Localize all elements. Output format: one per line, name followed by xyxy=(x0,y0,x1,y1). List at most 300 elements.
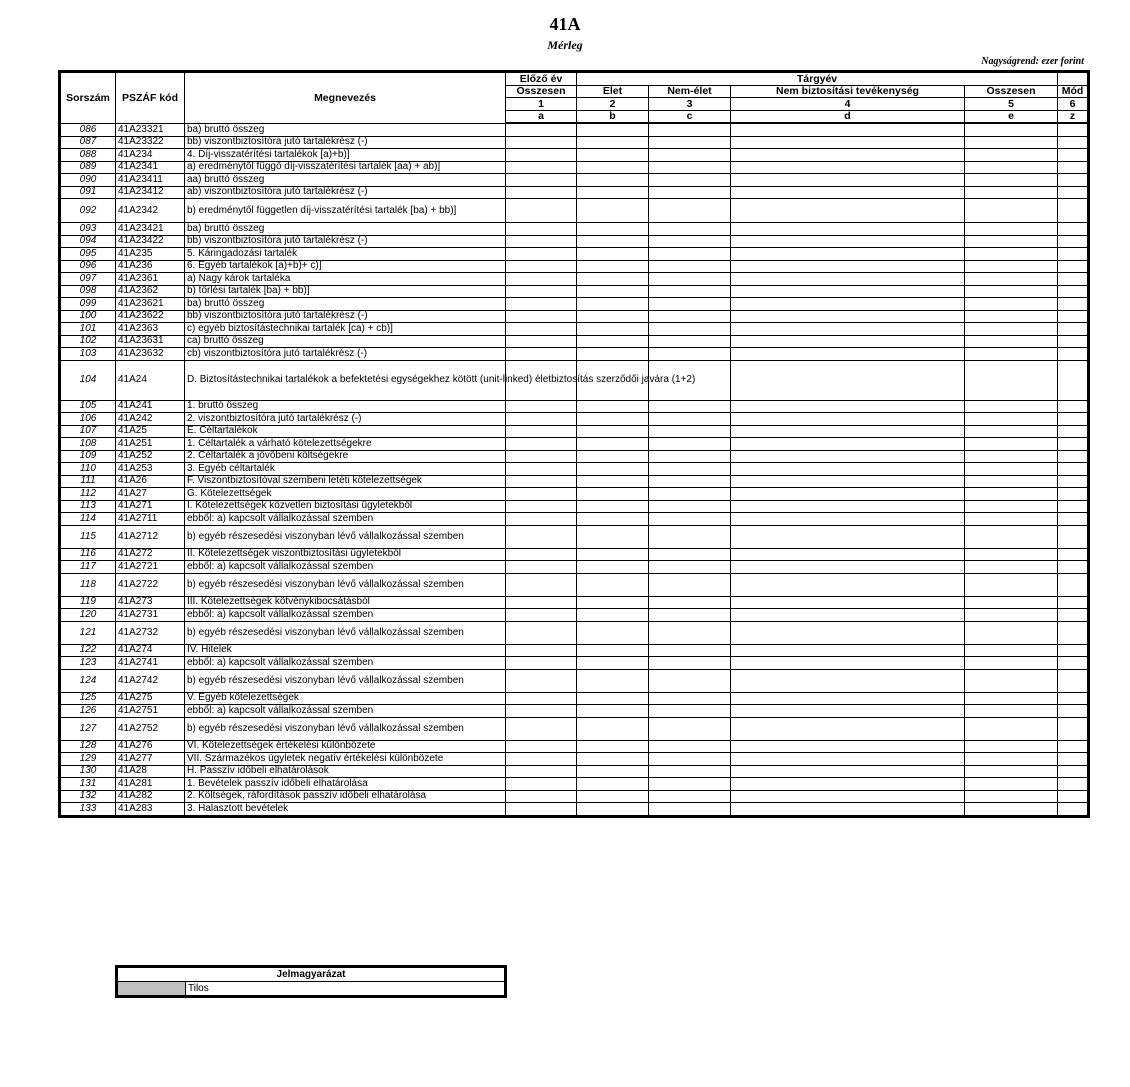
row-code: 41A23422 xyxy=(116,235,185,248)
row-code: 41A2732 xyxy=(116,621,185,644)
value-cell[interactable] xyxy=(577,488,649,501)
value-cell[interactable] xyxy=(1058,323,1089,336)
value-cell[interactable] xyxy=(731,765,965,778)
value-cell[interactable] xyxy=(965,609,1058,622)
value-cell[interactable] xyxy=(649,335,731,348)
value-cell[interactable] xyxy=(577,525,649,548)
value-cell[interactable] xyxy=(1058,740,1089,753)
value-cell[interactable] xyxy=(506,323,577,336)
value-cell[interactable] xyxy=(965,199,1058,223)
value-cell[interactable] xyxy=(731,803,965,817)
col-header-osszesen-5: Összesen xyxy=(965,85,1058,98)
value-cell[interactable] xyxy=(506,753,577,766)
value-cell[interactable] xyxy=(649,413,731,426)
value-cell[interactable] xyxy=(649,513,731,526)
value-cell[interactable] xyxy=(577,561,649,574)
value-cell[interactable] xyxy=(577,260,649,273)
value-cell[interactable] xyxy=(965,692,1058,705)
value-cell[interactable] xyxy=(506,803,577,817)
value-cell[interactable] xyxy=(577,765,649,778)
value-cell[interactable] xyxy=(1058,285,1089,298)
value-cell[interactable] xyxy=(965,488,1058,501)
value-cell[interactable] xyxy=(577,248,649,261)
value-cell[interactable] xyxy=(1058,525,1089,548)
value-cell[interactable] xyxy=(506,657,577,670)
value-cell[interactable] xyxy=(577,573,649,596)
value-cell[interactable] xyxy=(731,500,965,513)
value-cell[interactable] xyxy=(965,310,1058,323)
value-cell[interactable] xyxy=(965,717,1058,740)
value-cell[interactable] xyxy=(1058,400,1089,413)
value-cell[interactable] xyxy=(731,360,965,400)
value-cell[interactable] xyxy=(649,488,731,501)
value-cell[interactable] xyxy=(1058,123,1089,136)
value-cell[interactable] xyxy=(965,298,1058,311)
value-cell[interactable] xyxy=(1058,161,1089,174)
value-cell[interactable] xyxy=(577,596,649,609)
value-cell[interactable] xyxy=(649,450,731,463)
value-cell[interactable] xyxy=(649,621,731,644)
value-cell[interactable] xyxy=(649,803,731,817)
value-cell[interactable] xyxy=(577,323,649,336)
value-cell[interactable] xyxy=(731,717,965,740)
value-cell[interactable] xyxy=(577,753,649,766)
value-cell[interactable] xyxy=(649,260,731,273)
value-cell[interactable] xyxy=(649,561,731,574)
value-cell[interactable] xyxy=(965,260,1058,273)
value-cell[interactable] xyxy=(649,310,731,323)
row-description: III. Kötelezettségek kötvénykibocsátásból xyxy=(185,596,506,609)
value-cell[interactable] xyxy=(1058,174,1089,187)
row-code: 41A2341 xyxy=(116,161,185,174)
value-cell[interactable] xyxy=(506,561,577,574)
value-cell[interactable] xyxy=(1058,573,1089,596)
value-cell[interactable] xyxy=(965,561,1058,574)
value-cell[interactable] xyxy=(731,692,965,705)
value-cell[interactable] xyxy=(965,123,1058,136)
value-cell[interactable] xyxy=(1058,717,1089,740)
value-cell[interactable] xyxy=(506,235,577,248)
value-cell[interactable] xyxy=(506,298,577,311)
value-cell[interactable] xyxy=(649,149,731,162)
value-cell[interactable] xyxy=(965,136,1058,149)
value-cell[interactable] xyxy=(731,199,965,223)
value-cell[interactable] xyxy=(1058,348,1089,361)
value-cell[interactable] xyxy=(731,223,965,236)
value-cell[interactable] xyxy=(731,298,965,311)
value-cell[interactable] xyxy=(649,596,731,609)
value-cell[interactable] xyxy=(577,740,649,753)
value-cell[interactable] xyxy=(506,705,577,718)
value-cell[interactable] xyxy=(731,235,965,248)
value-cell[interactable] xyxy=(506,463,577,476)
value-cell[interactable] xyxy=(731,573,965,596)
value-cell[interactable] xyxy=(731,174,965,187)
value-cell[interactable] xyxy=(731,513,965,526)
value-cell[interactable] xyxy=(731,438,965,451)
value-cell[interactable] xyxy=(577,717,649,740)
value-cell[interactable] xyxy=(1058,596,1089,609)
value-cell[interactable] xyxy=(649,717,731,740)
value-cell[interactable] xyxy=(965,174,1058,187)
value-cell[interactable] xyxy=(1058,463,1089,476)
value-cell[interactable] xyxy=(1058,425,1089,438)
value-cell[interactable] xyxy=(1058,705,1089,718)
value-cell[interactable] xyxy=(506,149,577,162)
value-cell[interactable] xyxy=(577,310,649,323)
value-cell[interactable] xyxy=(577,285,649,298)
value-cell[interactable] xyxy=(577,513,649,526)
value-cell[interactable] xyxy=(731,310,965,323)
value-cell[interactable] xyxy=(1058,657,1089,670)
value-cell[interactable] xyxy=(965,463,1058,476)
value-cell[interactable] xyxy=(965,573,1058,596)
value-cell[interactable] xyxy=(965,335,1058,348)
value-cell[interactable] xyxy=(577,705,649,718)
value-cell[interactable] xyxy=(577,657,649,670)
value-cell[interactable] xyxy=(577,803,649,817)
value-cell[interactable] xyxy=(965,621,1058,644)
value-cell[interactable] xyxy=(731,475,965,488)
value-cell[interactable] xyxy=(577,463,649,476)
value-cell[interactable] xyxy=(649,248,731,261)
value-cell[interactable] xyxy=(731,260,965,273)
value-cell[interactable] xyxy=(1058,790,1089,803)
value-cell[interactable] xyxy=(965,790,1058,803)
value-cell[interactable] xyxy=(577,298,649,311)
value-cell[interactable] xyxy=(577,335,649,348)
value-cell[interactable] xyxy=(731,644,965,657)
value-cell[interactable] xyxy=(577,161,649,174)
value-cell[interactable] xyxy=(506,740,577,753)
value-cell[interactable] xyxy=(1058,149,1089,162)
value-cell[interactable] xyxy=(577,621,649,644)
value-cell[interactable] xyxy=(649,273,731,286)
value-cell[interactable] xyxy=(506,335,577,348)
value-cell[interactable] xyxy=(731,186,965,199)
value-cell[interactable] xyxy=(506,669,577,692)
table-row xyxy=(60,161,1089,174)
value-cell[interactable] xyxy=(577,123,649,136)
value-cell[interactable] xyxy=(965,400,1058,413)
value-cell[interactable] xyxy=(965,548,1058,561)
value-cell[interactable] xyxy=(731,425,965,438)
value-cell[interactable] xyxy=(1058,186,1089,199)
value-cell[interactable] xyxy=(577,400,649,413)
value-cell[interactable] xyxy=(577,223,649,236)
value-cell[interactable] xyxy=(1058,136,1089,149)
value-cell[interactable] xyxy=(965,161,1058,174)
value-cell[interactable] xyxy=(649,740,731,753)
value-cell[interactable] xyxy=(1058,235,1089,248)
value-cell[interactable] xyxy=(506,348,577,361)
value-cell[interactable] xyxy=(506,525,577,548)
value-cell[interactable] xyxy=(649,753,731,766)
value-cell[interactable] xyxy=(577,199,649,223)
value-cell[interactable] xyxy=(577,273,649,286)
value-cell[interactable] xyxy=(506,174,577,187)
value-cell[interactable] xyxy=(965,273,1058,286)
value-cell[interactable] xyxy=(577,136,649,149)
value-cell[interactable] xyxy=(1058,765,1089,778)
value-cell[interactable] xyxy=(649,790,731,803)
value-cell[interactable] xyxy=(506,475,577,488)
value-cell[interactable] xyxy=(1058,803,1089,817)
value-cell[interactable] xyxy=(1058,199,1089,223)
value-cell[interactable] xyxy=(965,525,1058,548)
value-cell[interactable] xyxy=(506,513,577,526)
value-cell[interactable] xyxy=(1058,609,1089,622)
value-cell[interactable] xyxy=(506,609,577,622)
value-cell[interactable] xyxy=(731,161,965,174)
value-cell[interactable] xyxy=(1058,669,1089,692)
value-cell[interactable] xyxy=(506,223,577,236)
value-cell[interactable] xyxy=(649,199,731,223)
value-cell[interactable] xyxy=(965,803,1058,817)
table-row xyxy=(60,573,1089,596)
value-cell[interactable] xyxy=(731,561,965,574)
value-cell[interactable] xyxy=(506,310,577,323)
value-cell[interactable] xyxy=(649,136,731,149)
value-cell[interactable] xyxy=(1058,260,1089,273)
value-cell[interactable] xyxy=(649,500,731,513)
value-cell[interactable] xyxy=(731,450,965,463)
value-cell[interactable] xyxy=(577,438,649,451)
value-cell[interactable] xyxy=(649,425,731,438)
value-cell[interactable] xyxy=(1058,298,1089,311)
value-cell[interactable] xyxy=(1058,644,1089,657)
value-cell[interactable] xyxy=(649,525,731,548)
value-cell[interactable] xyxy=(649,463,731,476)
value-cell[interactable] xyxy=(731,488,965,501)
value-cell[interactable] xyxy=(1058,621,1089,644)
value-cell[interactable] xyxy=(649,765,731,778)
value-cell[interactable] xyxy=(649,692,731,705)
value-cell[interactable] xyxy=(649,235,731,248)
value-cell[interactable] xyxy=(577,186,649,199)
value-cell[interactable] xyxy=(649,400,731,413)
row-description: 1. Céltartalék a várható kötelezettségekre xyxy=(185,438,506,451)
value-cell[interactable] xyxy=(649,644,731,657)
value-cell[interactable] xyxy=(649,548,731,561)
value-cell[interactable] xyxy=(649,298,731,311)
value-cell[interactable] xyxy=(506,285,577,298)
value-cell[interactable] xyxy=(506,573,577,596)
value-cell[interactable] xyxy=(1058,450,1089,463)
value-cell[interactable] xyxy=(731,463,965,476)
value-cell[interactable] xyxy=(965,360,1058,400)
value-cell[interactable] xyxy=(649,609,731,622)
value-cell[interactable] xyxy=(506,790,577,803)
value-cell[interactable] xyxy=(577,500,649,513)
value-cell[interactable] xyxy=(506,717,577,740)
value-cell[interactable] xyxy=(506,438,577,451)
value-cell[interactable] xyxy=(965,475,1058,488)
value-cell[interactable] xyxy=(649,348,731,361)
value-cell[interactable] xyxy=(1058,561,1089,574)
value-cell[interactable] xyxy=(965,669,1058,692)
value-cell[interactable] xyxy=(649,438,731,451)
value-cell[interactable] xyxy=(1058,475,1089,488)
row-number: 098 xyxy=(60,285,116,298)
value-cell[interactable] xyxy=(731,285,965,298)
value-cell[interactable] xyxy=(1058,438,1089,451)
value-cell[interactable] xyxy=(965,285,1058,298)
value-cell[interactable] xyxy=(731,705,965,718)
value-cell[interactable] xyxy=(731,123,965,136)
value-cell[interactable] xyxy=(649,186,731,199)
value-cell[interactable] xyxy=(506,199,577,223)
value-cell[interactable] xyxy=(965,235,1058,248)
value-cell[interactable] xyxy=(577,149,649,162)
value-cell[interactable] xyxy=(577,235,649,248)
value-cell[interactable] xyxy=(731,400,965,413)
value-cell[interactable] xyxy=(577,425,649,438)
value-cell[interactable] xyxy=(506,692,577,705)
value-cell[interactable] xyxy=(965,413,1058,426)
value-cell[interactable] xyxy=(577,644,649,657)
value-cell[interactable] xyxy=(731,335,965,348)
value-cell[interactable] xyxy=(731,657,965,670)
value-cell[interactable] xyxy=(731,149,965,162)
value-cell[interactable] xyxy=(731,548,965,561)
table-row xyxy=(60,273,1089,286)
value-cell[interactable] xyxy=(577,413,649,426)
value-cell[interactable] xyxy=(506,765,577,778)
value-cell[interactable] xyxy=(965,186,1058,199)
value-cell[interactable] xyxy=(649,669,731,692)
value-cell[interactable] xyxy=(506,425,577,438)
value-cell[interactable] xyxy=(577,548,649,561)
value-cell[interactable] xyxy=(1058,273,1089,286)
value-cell[interactable] xyxy=(965,223,1058,236)
value-cell[interactable] xyxy=(731,525,965,548)
value-cell[interactable] xyxy=(731,609,965,622)
value-cell[interactable] xyxy=(577,669,649,692)
value-cell[interactable] xyxy=(1058,335,1089,348)
value-cell[interactable] xyxy=(506,644,577,657)
value-cell[interactable] xyxy=(965,425,1058,438)
value-cell[interactable] xyxy=(965,450,1058,463)
table-row xyxy=(60,753,1089,766)
value-cell[interactable] xyxy=(1058,753,1089,766)
value-cell[interactable] xyxy=(731,740,965,753)
value-cell[interactable] xyxy=(1058,548,1089,561)
value-cell[interactable] xyxy=(731,790,965,803)
value-cell[interactable] xyxy=(965,438,1058,451)
value-cell[interactable] xyxy=(1058,778,1089,791)
value-cell[interactable] xyxy=(506,500,577,513)
value-cell[interactable] xyxy=(731,753,965,766)
value-cell[interactable] xyxy=(1058,248,1089,261)
value-cell[interactable] xyxy=(577,174,649,187)
value-cell[interactable] xyxy=(649,475,731,488)
value-cell[interactable] xyxy=(965,149,1058,162)
value-cell[interactable] xyxy=(649,323,731,336)
value-cell[interactable] xyxy=(1058,413,1089,426)
value-cell[interactable] xyxy=(965,323,1058,336)
value-cell[interactable] xyxy=(577,475,649,488)
value-cell[interactable] xyxy=(506,273,577,286)
value-cell[interactable] xyxy=(965,657,1058,670)
value-cell[interactable] xyxy=(965,778,1058,791)
value-cell[interactable] xyxy=(965,705,1058,718)
value-cell[interactable] xyxy=(649,123,731,136)
value-cell[interactable] xyxy=(506,136,577,149)
value-cell[interactable] xyxy=(965,500,1058,513)
table-row xyxy=(60,765,1089,778)
value-cell[interactable] xyxy=(731,413,965,426)
value-cell[interactable] xyxy=(649,161,731,174)
value-cell[interactable] xyxy=(1058,360,1089,400)
value-cell[interactable] xyxy=(965,740,1058,753)
value-cell[interactable] xyxy=(965,765,1058,778)
value-cell[interactable] xyxy=(577,790,649,803)
value-cell[interactable] xyxy=(731,669,965,692)
value-cell[interactable] xyxy=(731,136,965,149)
value-cell[interactable] xyxy=(649,285,731,298)
value-cell[interactable] xyxy=(1058,513,1089,526)
value-cell[interactable] xyxy=(506,161,577,174)
value-cell[interactable] xyxy=(731,348,965,361)
value-cell[interactable] xyxy=(649,657,731,670)
value-cell[interactable] xyxy=(506,248,577,261)
value-cell[interactable] xyxy=(965,596,1058,609)
value-cell[interactable] xyxy=(649,705,731,718)
value-cell[interactable] xyxy=(649,174,731,187)
value-cell[interactable] xyxy=(965,753,1058,766)
value-cell[interactable] xyxy=(577,609,649,622)
value-cell[interactable] xyxy=(506,186,577,199)
value-cell[interactable] xyxy=(506,596,577,609)
value-cell[interactable] xyxy=(506,621,577,644)
value-cell[interactable] xyxy=(506,400,577,413)
value-cell[interactable] xyxy=(965,644,1058,657)
value-cell[interactable] xyxy=(506,548,577,561)
value-cell[interactable] xyxy=(731,248,965,261)
value-cell[interactable] xyxy=(649,573,731,596)
value-cell[interactable] xyxy=(577,778,649,791)
value-cell[interactable] xyxy=(506,260,577,273)
value-cell[interactable] xyxy=(1058,692,1089,705)
row-number: 099 xyxy=(60,298,116,311)
value-cell[interactable] xyxy=(649,223,731,236)
value-cell[interactable] xyxy=(649,778,731,791)
value-cell[interactable] xyxy=(731,621,965,644)
value-cell[interactable] xyxy=(965,513,1058,526)
value-cell[interactable] xyxy=(577,692,649,705)
value-cell[interactable] xyxy=(506,778,577,791)
value-cell[interactable] xyxy=(577,348,649,361)
value-cell[interactable] xyxy=(731,273,965,286)
row-number: 131 xyxy=(60,778,116,791)
value-cell[interactable] xyxy=(1058,488,1089,501)
value-cell[interactable] xyxy=(506,413,577,426)
value-cell[interactable] xyxy=(506,123,577,136)
value-cell[interactable] xyxy=(577,450,649,463)
value-cell[interactable] xyxy=(1058,223,1089,236)
value-cell[interactable] xyxy=(731,596,965,609)
value-cell[interactable] xyxy=(506,450,577,463)
value-cell[interactable] xyxy=(1058,310,1089,323)
value-cell[interactable] xyxy=(731,323,965,336)
value-cell[interactable] xyxy=(965,248,1058,261)
value-cell[interactable] xyxy=(506,488,577,501)
value-cell[interactable] xyxy=(731,778,965,791)
value-cell[interactable] xyxy=(1058,500,1089,513)
row-number: 116 xyxy=(60,548,116,561)
value-cell[interactable] xyxy=(965,348,1058,361)
